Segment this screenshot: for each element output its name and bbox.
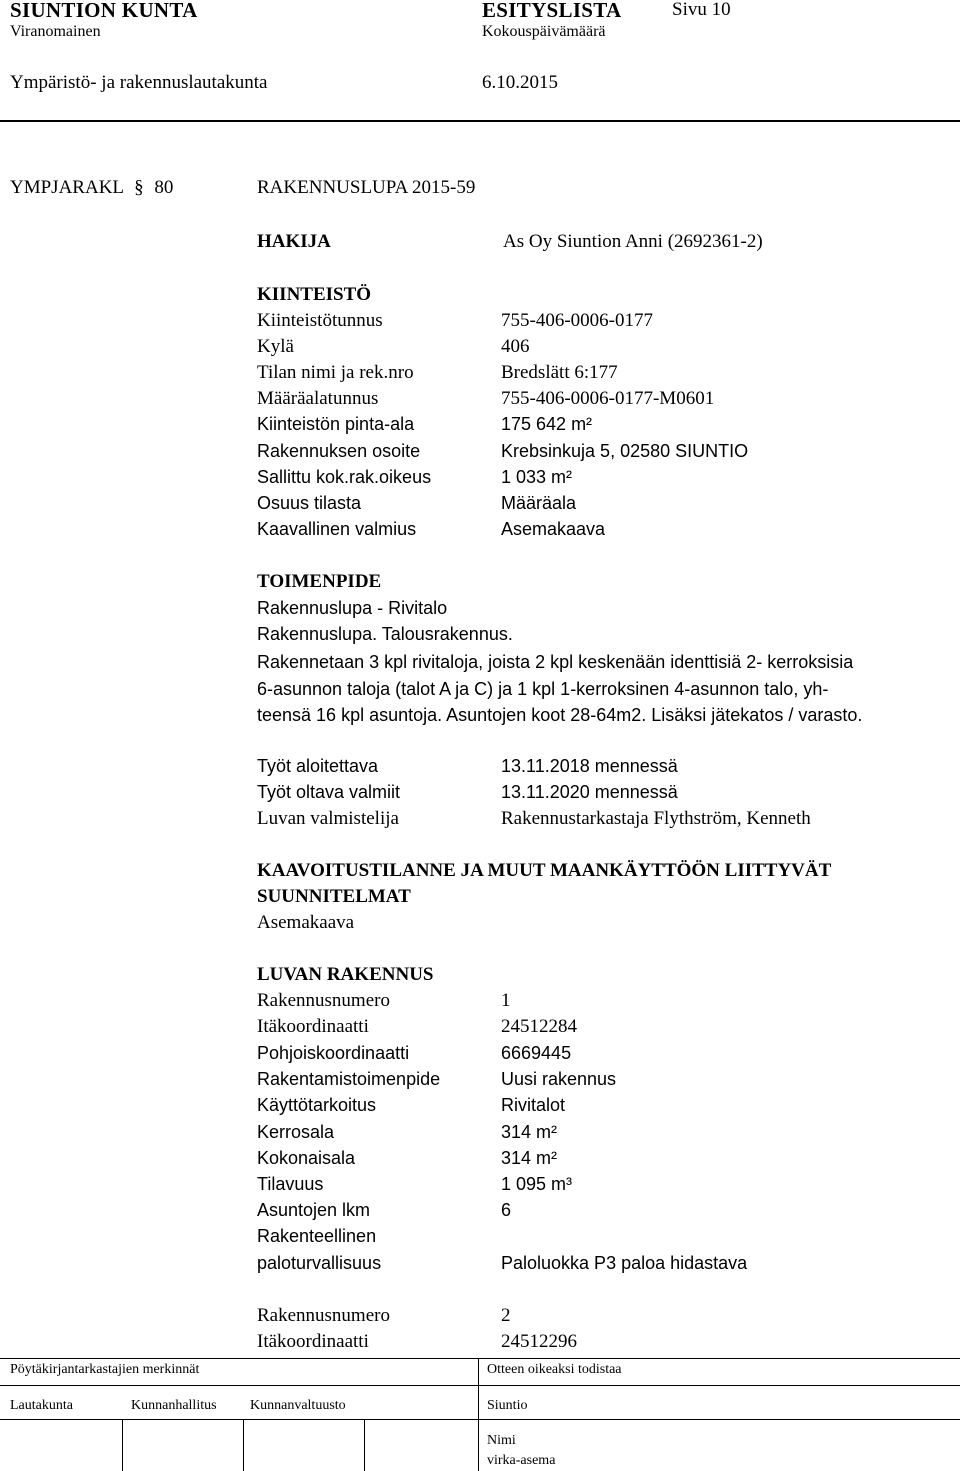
property-value: 755-406-0006-0177 [501,310,653,331]
building-label: Kerrosala [257,1122,335,1142]
authority-label: Viranomainen [10,23,101,40]
page-number: Sivu 10 [672,0,731,20]
description-line: Rakennetaan 3 kpl rivitaloja, joista 2 kpl keskenään identtisiä 2- kerroksisia [257,652,854,672]
measure-line-1: Rakennuslupa - Rivitalo [257,598,448,618]
building-value: Rivitalot [501,1095,566,1115]
measure-description [257,649,949,729]
meeting-date-label: Kokouspäivämäärä [482,23,606,40]
certified-label: Otteen oikeaksi todistaa [487,1362,622,1377]
building-row [257,1095,947,1121]
measure-value: 13.11.2020 mennessä [501,782,678,802]
building-value: Uusi rakennus [501,1069,617,1089]
building-row [257,1305,947,1331]
property-value: 406 [501,336,530,357]
applicant-label: HAKIJA [257,231,331,252]
item-heading [10,177,173,199]
property-value: Bredslätt 6:177 [501,362,618,383]
building-value: 6 [501,1200,512,1220]
building-row [257,1043,947,1069]
building-row [257,1200,947,1226]
description-line: 6-asunnon taloja (talot A ja C) ja 1 kpl 1-kerroksinen 4-asunnon talo, yh- [257,678,829,699]
fire-safety-value: Paloluokka P3 paloa hidastava [501,1253,748,1273]
property-row [257,362,947,388]
property-row [257,388,947,414]
building-row [257,1331,947,1357]
notes-label: Pöytäkirjantarkastajien merkinnät [10,1362,200,1377]
footer-divider [243,1419,244,1471]
measure-row [257,782,947,808]
zoning-heading-line-1: KAAVOITUSTILANNE JA MUUT MAANKÄYTTÖÖN LIITTYVÄT [257,860,832,881]
building-label: Rakennusnumero [257,1305,390,1326]
property-value: Krebsinkuja 5, 02580 SIUNTIO [501,441,749,461]
measure-label: Työt aloitettava [257,756,379,776]
measure-label: Luvan valmistelija [257,808,399,829]
footer-title-label: virka-asema [487,1453,556,1468]
measure-row [257,756,947,782]
building-value: 314 m² [501,1148,558,1168]
document-type: ESITYSLISTA [482,0,622,22]
property-row [257,519,947,545]
building-row [257,1122,947,1148]
building-value: 24512296 [501,1331,577,1352]
building-label: Rakentamistoimenpide [257,1069,441,1089]
property-label: Kaavallinen valmius [257,519,417,539]
property-heading: KIINTEISTÖ [257,284,372,305]
building-label: Pohjoiskoordinaatti [257,1043,410,1063]
municipality-name: SIUNTION KUNTA [10,0,198,22]
property-label: Määräalatunnus [257,388,379,409]
footer-col-kunnanvaltuusto: Kunnanvaltuusto [250,1398,346,1413]
building-heading: LUVAN RAKENNUS [257,964,434,985]
building-value: 2 [501,1305,511,1326]
footer-place: Siuntio [487,1398,528,1413]
building-label: Käyttötarkoitus [257,1095,377,1115]
building-label: Kokonaisala [257,1148,356,1168]
building-value: 1 [501,990,511,1011]
property-label: Rakennuksen osoite [257,441,421,461]
description-line: teensä 16 kpl asuntoja. Asuntojen koot 28-64m2. Lisäksi jätekatos / varasto. [257,705,863,725]
building-label: Asuntojen lkm [257,1200,371,1220]
property-value: Asemakaava [501,519,606,539]
property-value: 755-406-0006-0177-M0601 [501,388,715,409]
fire-safety-label-line-1: Rakenteellinen [257,1226,377,1246]
header-divider [0,120,960,122]
building-label: Itäkoordinaatti [257,1016,369,1037]
property-label: Kiinteistön pinta-ala [257,414,415,434]
property-label: Kylä [257,336,294,357]
measure-label: Työt oltava valmiit [257,782,401,802]
property-row [257,414,947,440]
footer-col-lautakunta: Lautakunta [10,1398,73,1413]
property-row [257,441,947,467]
property-row [257,336,947,362]
building-label: Tilavuus [257,1174,324,1194]
property-label: Kiinteistötunnus [257,310,383,331]
building-value: 314 m² [501,1122,558,1142]
footer-divider [122,1419,123,1471]
meeting-date: 6.10.2015 [482,72,558,93]
footer-mid-rule [0,1385,960,1386]
footer-top-rule [0,1358,960,1359]
footer-col-kunnanhallitus: Kunnanhallitus [131,1398,217,1413]
measure-heading: TOIMENPIDE [257,571,382,592]
measure-value: Rakennustarkastaja Flythström, Kenneth [501,808,811,829]
property-label: Osuus tilasta [257,493,362,513]
zoning-heading-line-2: SUUNNITELMAT [257,886,411,907]
footer-name-label: Nimi [487,1433,516,1448]
measure-row [257,808,947,834]
zoning-value: Asemakaava [257,912,355,933]
item-number: 80 [154,177,174,198]
building-row [257,1148,947,1174]
building-value: 6669445 [501,1043,572,1063]
property-row [257,493,947,519]
building-row [257,1069,947,1095]
building-value: 24512284 [501,1016,577,1037]
building-value: 1 095 m³ [501,1174,573,1194]
footer-divider [364,1419,365,1471]
building-label: Itäkoordinaatti [257,1331,369,1352]
property-label: Sallittu kok.rak.oikeus [257,467,432,487]
building-row [257,1174,947,1200]
property-label: Tilan nimi ja rek.nro [257,362,414,383]
property-value: 1 033 m² [501,467,573,487]
authority-name: Ympäristö- ja rakennuslautakunta [10,72,268,93]
footer-divider [478,1358,479,1471]
footer-lower-rule [0,1419,960,1420]
item-title: RAKENNUSLUPA 2015-59 [257,177,476,198]
property-value: Määräala [501,493,577,513]
item-code: YMPJARAKL [10,177,124,198]
property-value: 175 642 m² [501,414,593,434]
property-row [257,467,947,493]
building-row [257,1016,947,1042]
section-sign: § [134,177,144,198]
property-row [257,310,947,336]
building-row [257,990,947,1016]
measure-line-2: Rakennuslupa. Talousrakennus. [257,624,513,644]
measure-value: 13.11.2018 mennessä [501,756,678,776]
building-label: Rakennusnumero [257,990,390,1011]
applicant-value: As Oy Siuntion Anni (2692361-2) [503,231,763,252]
fire-safety-label-line-2: paloturvallisuus [257,1253,382,1273]
